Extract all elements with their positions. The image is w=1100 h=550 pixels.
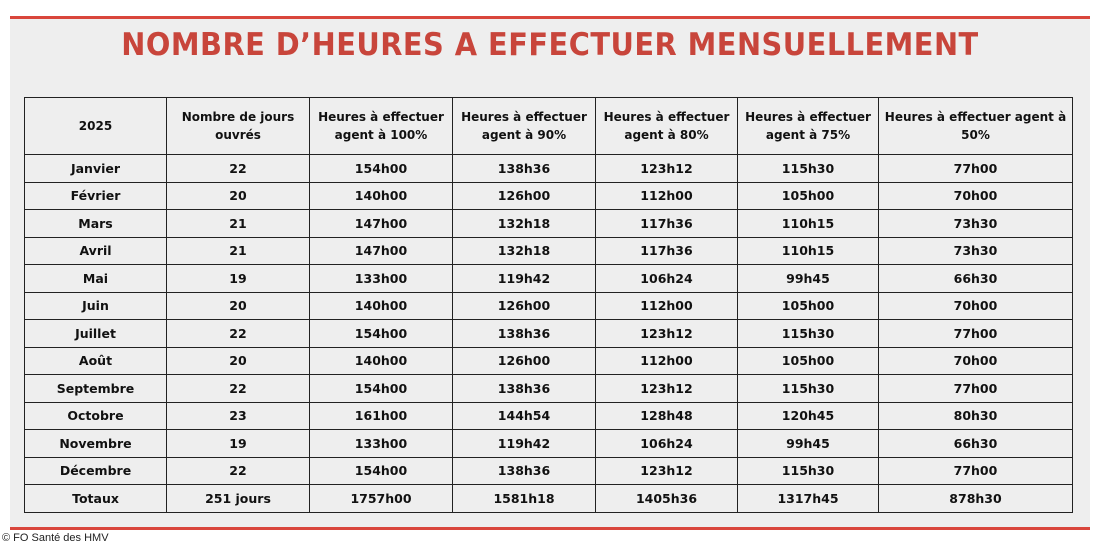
days-cell: 20: [167, 182, 310, 210]
table-row: [25, 430, 1073, 458]
days-cell: 20: [167, 292, 310, 320]
h100-cell: 133h00: [310, 430, 453, 458]
h75-cell: 105h00: [738, 347, 879, 375]
h50-cell: 80h30: [879, 402, 1073, 430]
h100-cell: 140h00: [310, 292, 453, 320]
totals-days: 251 jours: [167, 485, 310, 513]
totals-h100: 1757h00: [310, 485, 453, 513]
h80-cell: 112h00: [596, 347, 738, 375]
h90-cell: 138h36: [453, 457, 596, 485]
totals-h75: 1317h45: [738, 485, 879, 513]
month-cell: Décembre: [25, 457, 167, 485]
h50-cell: 77h00: [879, 375, 1073, 403]
h80-cell: 123h12: [596, 320, 738, 348]
header-days: Nombre de jours ouvrés: [167, 98, 310, 155]
table-row: [25, 155, 1073, 183]
h75-cell: 105h00: [738, 292, 879, 320]
h100-cell: 154h00: [310, 457, 453, 485]
h100-cell: 154h00: [310, 320, 453, 348]
h100-cell: 154h00: [310, 375, 453, 403]
table-row: [25, 347, 1073, 375]
totals-row: [25, 485, 1073, 513]
header-h80: Heures à effectuer agent à 80%: [596, 98, 738, 155]
h75-cell: 120h45: [738, 402, 879, 430]
table-row: [25, 292, 1073, 320]
h90-cell: 119h42: [453, 430, 596, 458]
days-cell: 20: [167, 347, 310, 375]
h100-cell: 154h00: [310, 155, 453, 183]
h90-cell: 138h36: [453, 375, 596, 403]
table-row: [25, 457, 1073, 485]
table-row: [25, 320, 1073, 348]
table-row: [25, 237, 1073, 265]
month-cell: Janvier: [25, 155, 167, 183]
h90-cell: 126h00: [453, 292, 596, 320]
month-cell: Novembre: [25, 430, 167, 458]
h75-cell: 115h30: [738, 320, 879, 348]
h90-cell: 119h42: [453, 265, 596, 293]
h100-cell: 140h00: [310, 347, 453, 375]
days-cell: 22: [167, 457, 310, 485]
h50-cell: 73h30: [879, 237, 1073, 265]
totals-h50: 878h30: [879, 485, 1073, 513]
header-row: [25, 98, 1073, 155]
h80-cell: 117h36: [596, 237, 738, 265]
h100-cell: 147h00: [310, 237, 453, 265]
table-row: [25, 210, 1073, 238]
h100-cell: 140h00: [310, 182, 453, 210]
h80-cell: 123h12: [596, 375, 738, 403]
h80-cell: 123h12: [596, 457, 738, 485]
table-row: [25, 265, 1073, 293]
days-cell: 22: [167, 320, 310, 348]
h50-cell: 73h30: [879, 210, 1073, 238]
h90-cell: 132h18: [453, 210, 596, 238]
header-h90: Heures à effectuer agent à 90%: [453, 98, 596, 155]
table-row: [25, 182, 1073, 210]
h75-cell: 110h15: [738, 237, 879, 265]
h90-cell: 126h00: [453, 182, 596, 210]
h80-cell: 106h24: [596, 430, 738, 458]
h90-cell: 144h54: [453, 402, 596, 430]
month-cell: Septembre: [25, 375, 167, 403]
days-cell: 23: [167, 402, 310, 430]
h80-cell: 112h00: [596, 182, 738, 210]
h80-cell: 128h48: [596, 402, 738, 430]
days-cell: 19: [167, 430, 310, 458]
totals-label: Totaux: [25, 485, 167, 513]
month-cell: Octobre: [25, 402, 167, 430]
month-cell: Février: [25, 182, 167, 210]
header-h100: Heures à effectuer agent à 100%: [310, 98, 453, 155]
h75-cell: 99h45: [738, 265, 879, 293]
month-cell: Août: [25, 347, 167, 375]
copyright-credit: © FO Santé des HMV: [2, 532, 109, 544]
days-cell: 21: [167, 237, 310, 265]
header-h50: Heures à effectuer agent à 50%: [879, 98, 1073, 155]
h100-cell: 161h00: [310, 402, 453, 430]
page-title: NOMBRE D’HEURES A EFFECTUER MENSUELLEMENT: [121, 27, 979, 63]
h50-cell: 77h00: [879, 320, 1073, 348]
header-h75: Heures à effectuer agent à 75%: [738, 98, 879, 155]
h50-cell: 70h00: [879, 347, 1073, 375]
month-cell: Juillet: [25, 320, 167, 348]
h80-cell: 117h36: [596, 210, 738, 238]
h80-cell: 123h12: [596, 155, 738, 183]
hours-table: [24, 97, 1073, 513]
days-cell: 22: [167, 155, 310, 183]
year-label: 2025: [25, 98, 167, 155]
poster: [10, 16, 1090, 530]
month-cell: Mars: [25, 210, 167, 238]
h90-cell: 138h36: [453, 155, 596, 183]
totals-h80: 1405h36: [596, 485, 738, 513]
h100-cell: 133h00: [310, 265, 453, 293]
table-row: [25, 375, 1073, 403]
h100-cell: 147h00: [310, 210, 453, 238]
h75-cell: 110h15: [738, 210, 879, 238]
days-cell: 21: [167, 210, 310, 238]
h75-cell: 99h45: [738, 430, 879, 458]
h50-cell: 66h30: [879, 430, 1073, 458]
h75-cell: 115h30: [738, 457, 879, 485]
h80-cell: 106h24: [596, 265, 738, 293]
h50-cell: 70h00: [879, 182, 1073, 210]
h50-cell: 70h00: [879, 292, 1073, 320]
totals-h90: 1581h18: [453, 485, 596, 513]
h80-cell: 112h00: [596, 292, 738, 320]
h50-cell: 66h30: [879, 265, 1073, 293]
h90-cell: 126h00: [453, 347, 596, 375]
month-cell: Mai: [25, 265, 167, 293]
h75-cell: 115h30: [738, 375, 879, 403]
h90-cell: 138h36: [453, 320, 596, 348]
h50-cell: 77h00: [879, 457, 1073, 485]
days-cell: 19: [167, 265, 310, 293]
h75-cell: 105h00: [738, 182, 879, 210]
days-cell: 22: [167, 375, 310, 403]
month-cell: Avril: [25, 237, 167, 265]
month-cell: Juin: [25, 292, 167, 320]
table-row: [25, 402, 1073, 430]
h75-cell: 115h30: [738, 155, 879, 183]
h50-cell: 77h00: [879, 155, 1073, 183]
h90-cell: 132h18: [453, 237, 596, 265]
